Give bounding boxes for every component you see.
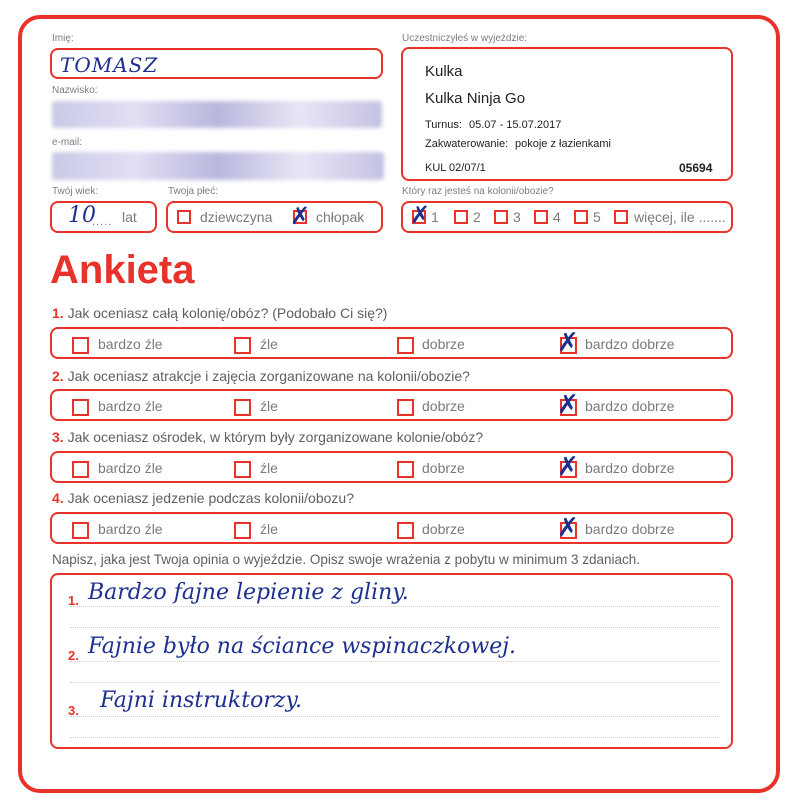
q2-option-1-label: bardzo źle: [98, 398, 163, 414]
last-name-redacted: [52, 101, 382, 128]
question-4-answers: [50, 512, 733, 544]
q3-option-3-label: dobrze: [422, 460, 465, 476]
question-3-number: 3.: [52, 429, 64, 445]
first-name-value: TOMASZ: [60, 53, 159, 77]
times-option-5-checkbox[interactable]: [574, 210, 588, 224]
gender-label: Twoja płeć:: [168, 186, 219, 197]
age-unit: lat: [122, 209, 137, 225]
opinion-rule: [70, 737, 720, 738]
times-field: [401, 201, 733, 233]
opinion-rule: [70, 606, 720, 607]
q3-option-3-checkbox[interactable]: [397, 461, 414, 478]
opinion-line-3: Fajni instruktorzy.: [100, 688, 302, 713]
q1-option-3-label: dobrze: [422, 336, 465, 352]
last-name-label: Nazwisko:: [52, 85, 98, 96]
q1-option-2-label: źle: [260, 336, 278, 352]
question-2: [52, 368, 470, 384]
q1-check-mark: ✗: [557, 328, 579, 358]
gender-female-label: dziewczyna: [200, 209, 273, 225]
question-4: [52, 490, 354, 506]
email-redacted: [52, 152, 384, 180]
q4-option-1-label: bardzo źle: [98, 521, 163, 537]
opinion-line-1: Bardzo fajne lepienie z gliny.: [88, 580, 409, 605]
q3-check-mark: ✗: [557, 452, 579, 482]
term-label: Turnus:: [425, 119, 462, 131]
age-value: 10: [68, 203, 96, 228]
age-dots: .....: [92, 216, 113, 228]
q2-option-2-checkbox[interactable]: [234, 399, 251, 416]
first-name-field[interactable]: [50, 48, 383, 79]
q1-option-1-label: bardzo źle: [98, 336, 163, 352]
q4-option-2-label: źle: [260, 521, 278, 537]
age-field[interactable]: [50, 201, 157, 233]
times-option-2-label: 2: [473, 209, 481, 225]
opinion-number-1: 1.: [68, 593, 79, 608]
q4-option-4-label: bardzo dobrze: [585, 521, 675, 537]
question-2-text: Jak oceniasz atrakcje i zajęcia zorganizowane na kolonii/obozie?: [67, 368, 470, 384]
q2-option-1-checkbox[interactable]: [72, 399, 89, 416]
q3-option-1-label: bardzo źle: [98, 460, 163, 476]
trip-number: 05694: [679, 161, 713, 175]
term-value: 05.07 - 15.07.2017: [469, 119, 562, 131]
times-check-mark: ✗: [410, 201, 431, 229]
opinion-number-3: 3.: [68, 703, 79, 718]
times-more-label: więcej, ile .......: [634, 209, 726, 225]
opinion-rule: [70, 661, 720, 662]
gender-male-label: chłopak: [316, 209, 365, 225]
question-4-number: 4.: [52, 490, 64, 506]
q3-option-1-checkbox[interactable]: [72, 461, 89, 478]
q3-option-2-label: źle: [260, 460, 278, 476]
q1-option-2-checkbox[interactable]: [234, 337, 251, 354]
q1-option-3-checkbox[interactable]: [397, 337, 414, 354]
opinion-rule: [70, 716, 720, 717]
housing-label: Zakwaterowanie:: [425, 138, 509, 150]
gender-female-checkbox[interactable]: [177, 210, 191, 224]
times-label: Który raz jesteś na kolonii/obozie?: [402, 186, 554, 197]
q4-option-3-checkbox[interactable]: [397, 522, 414, 539]
q4-option-1-checkbox[interactable]: [72, 522, 89, 539]
gender-male-check-mark: ✗: [290, 202, 311, 230]
q2-check-mark: ✗: [557, 390, 579, 420]
question-2-number: 2.: [52, 368, 64, 384]
age-label: Twój wiek:: [52, 186, 99, 197]
question-1-text: Jak oceniasz całą kolonię/obóz? (Podobało Ci się?): [67, 305, 388, 321]
question-1: [52, 305, 387, 321]
trip-label: Uczestniczyłeś w wyjeździe:: [402, 33, 528, 44]
times-more-checkbox[interactable]: [614, 210, 628, 224]
question-1-number: 1.: [52, 305, 64, 321]
housing-value: pokoje z łazienkami: [515, 138, 611, 150]
trip-line1: Kulka: [425, 63, 463, 80]
q2-option-4-label: bardzo dobrze: [585, 398, 675, 414]
times-option-2-checkbox[interactable]: [454, 210, 468, 224]
times-option-3-checkbox[interactable]: [494, 210, 508, 224]
times-option-5-label: 5: [593, 209, 601, 225]
times-option-3-label: 3: [513, 209, 521, 225]
question-1-answers: [50, 327, 733, 359]
email-label: e-mail:: [52, 137, 83, 148]
times-option-1-label: 1: [431, 209, 439, 225]
opinion-rule: [70, 627, 720, 628]
opinion-line-2: Fajnie było na ściance wspinaczkowej.: [88, 634, 517, 659]
q4-option-3-label: dobrze: [422, 521, 465, 537]
question-3-text: Jak oceniasz ośrodek, w którym były zorganizowane kolonie/obóz?: [67, 429, 484, 445]
opinion-number-2: 2.: [68, 648, 79, 663]
q3-option-2-checkbox[interactable]: [234, 461, 251, 478]
q2-option-3-label: dobrze: [422, 398, 465, 414]
q2-option-3-checkbox[interactable]: [397, 399, 414, 416]
first-name-label: Imię:: [52, 33, 74, 44]
trip-box: [401, 47, 733, 181]
q2-option-2-label: źle: [260, 398, 278, 414]
trip-code: KUL 02/07/1: [425, 162, 486, 174]
opinion-rule: [70, 682, 720, 683]
question-3: [52, 429, 483, 445]
q3-option-4-label: bardzo dobrze: [585, 460, 675, 476]
q1-option-1-checkbox[interactable]: [72, 337, 89, 354]
opinion-prompt: Napisz, jaka jest Twoja opinia o wyjeździe. Opisz swoje wrażenia z pobytu w minimum 3 zdaniach.: [52, 552, 641, 567]
trip-line2: Kulka Ninja Go: [425, 90, 526, 107]
question-2-answers: [50, 389, 733, 421]
question-4-text: Jak oceniasz jedzenie podczas kolonii/obozu?: [67, 490, 354, 506]
q1-option-4-label: bardzo dobrze: [585, 336, 675, 352]
question-3-answers: [50, 451, 733, 483]
gender-field: [166, 201, 383, 233]
times-option-4-checkbox[interactable]: [534, 210, 548, 224]
q4-option-2-checkbox[interactable]: [234, 522, 251, 539]
survey-title: Ankieta: [50, 248, 195, 292]
q4-check-mark: ✗: [557, 513, 579, 543]
times-option-4-label: 4: [553, 209, 561, 225]
